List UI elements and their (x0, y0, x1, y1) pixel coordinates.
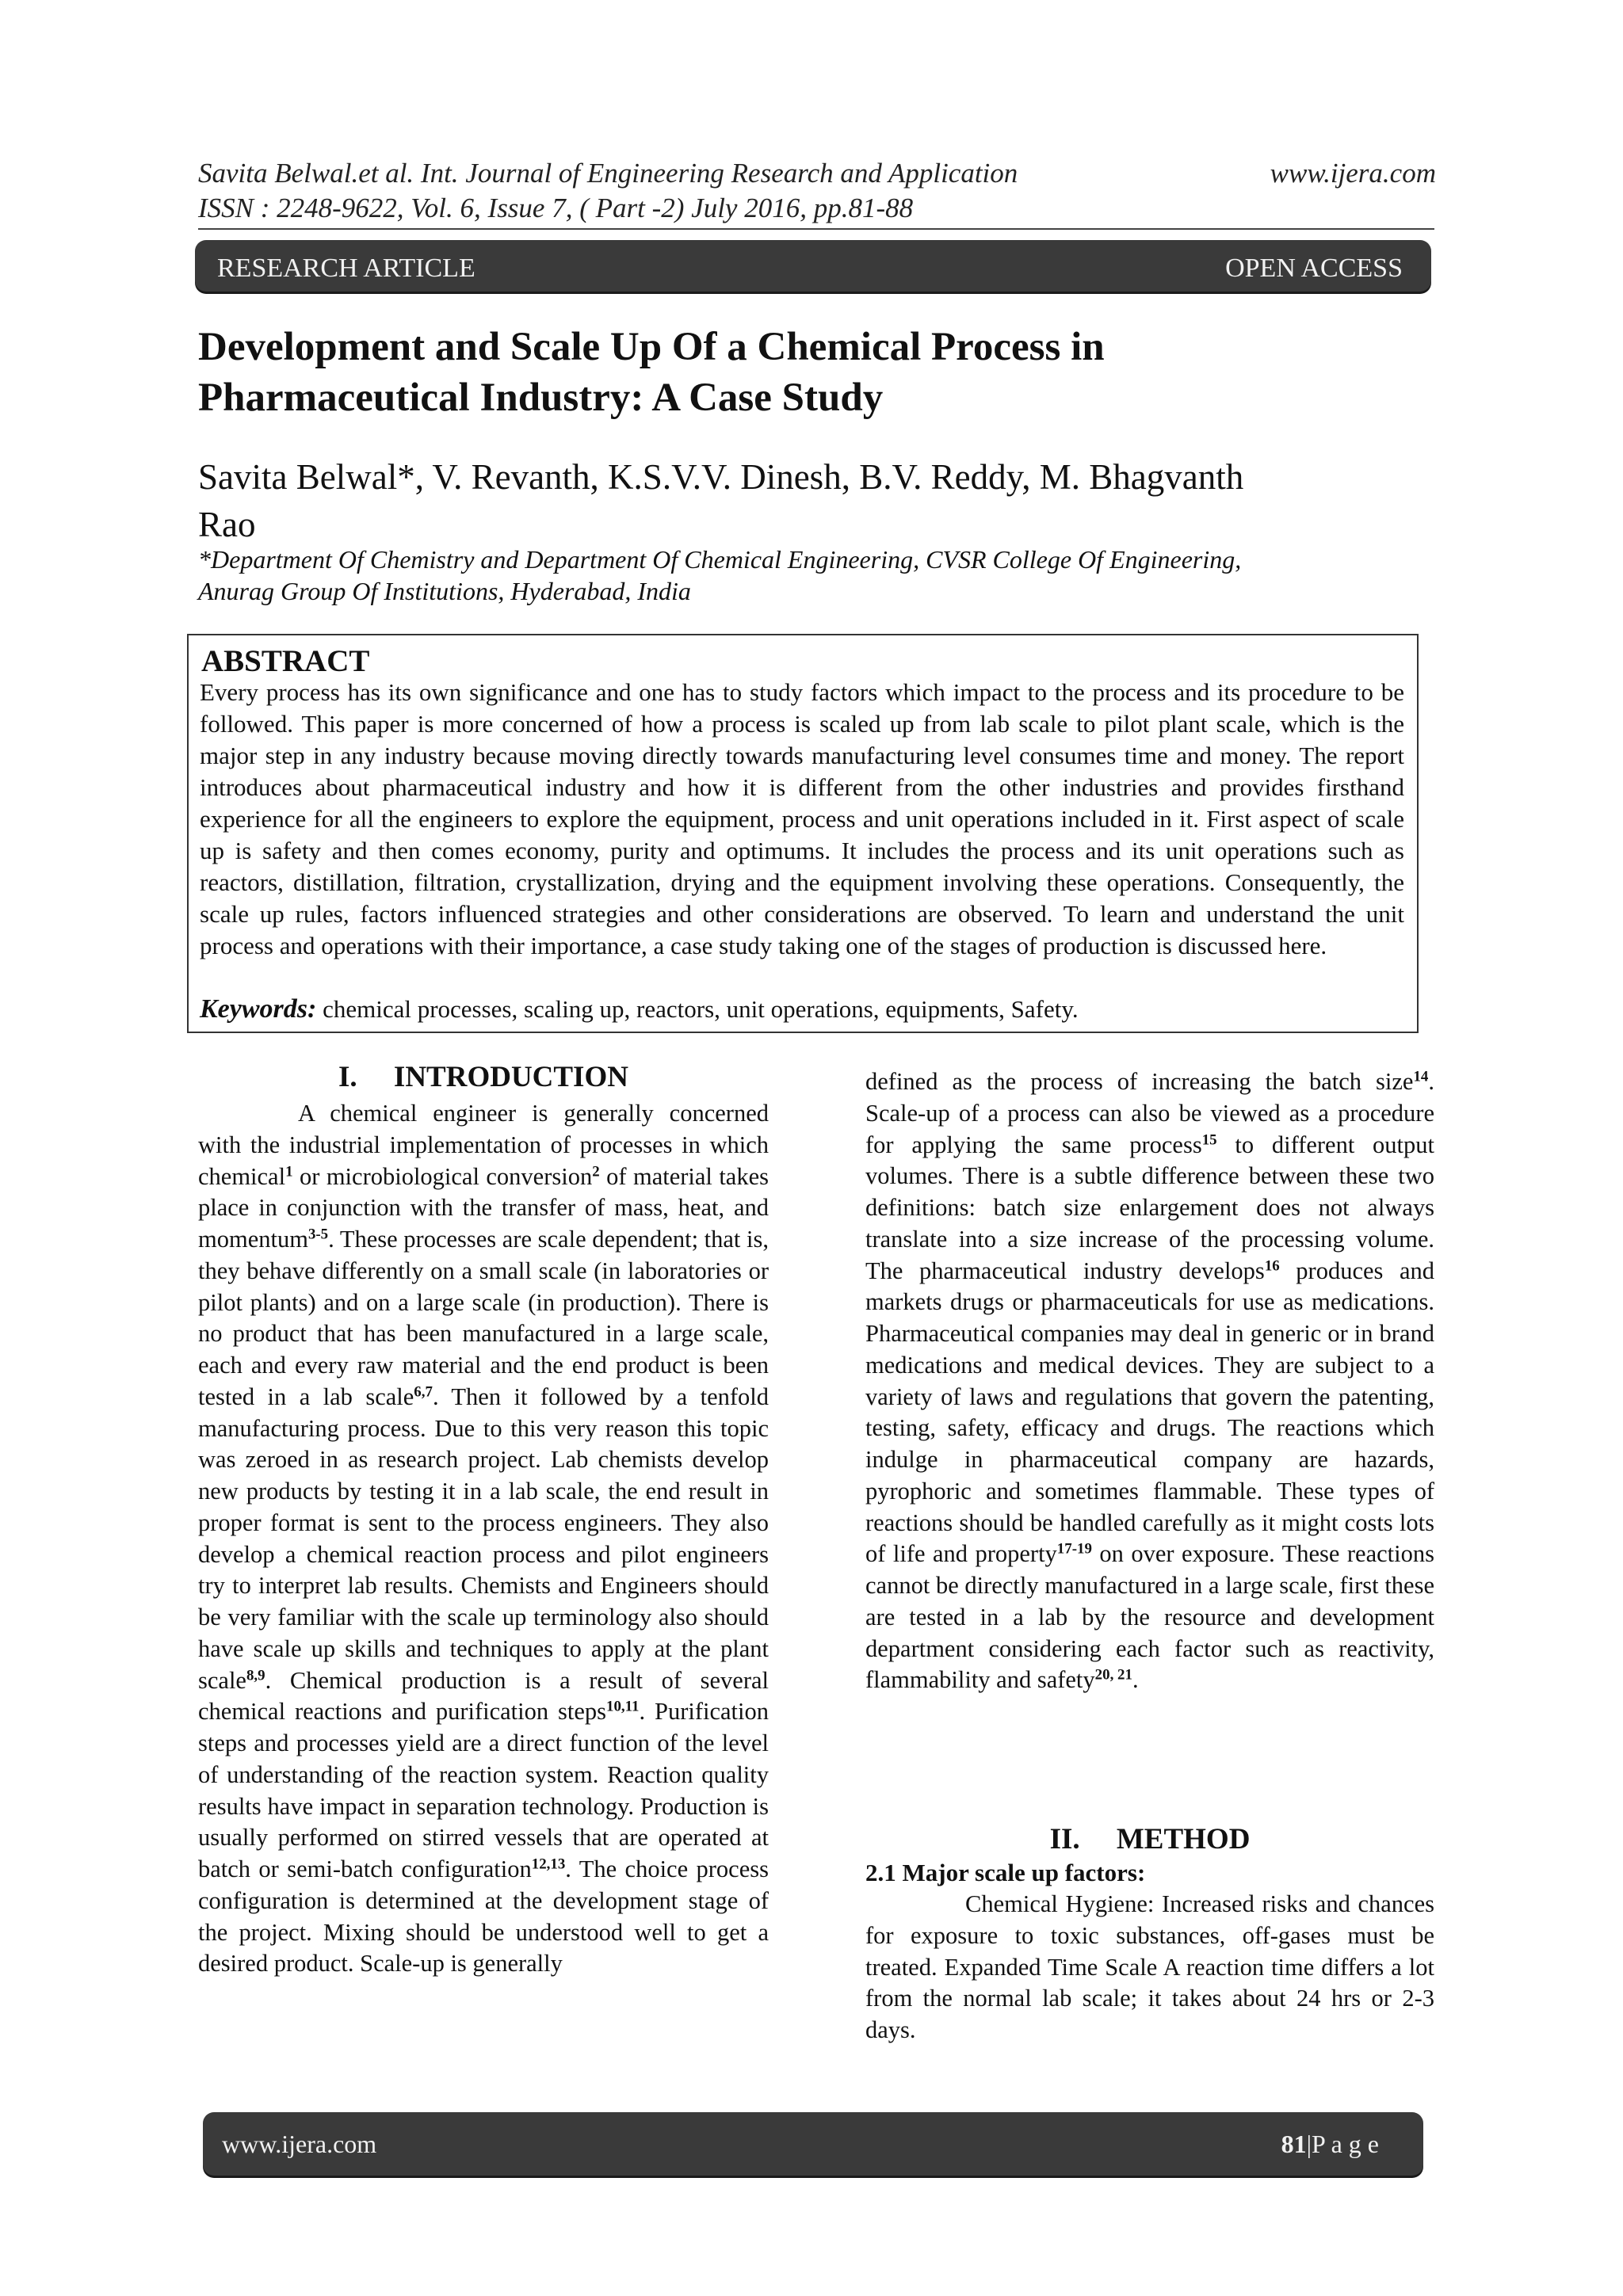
abstract-body: Every process has its own significance and one has to study factors which impact to the process and its procedure to be followed. This paper is more concerned of how a process is scaled up from lab scale to pilot plant scale, which is the major step in any industry because moving directly towards manufacturing level consumes time and money. The report introduces about pharmaceutical industry and how it is different from the other industries and provides firsthand experience for all the engineers to explore the equipment, process and unit operations included in it. First aspect of scale up is safety and then comes economy, purity and optimums. It includes the process and its unit operations such as reactors, distillation, filtration, crystallization, drying and the equipment involving these operations. Consequently, the scale up rules, factors influenced strategies and other considerations are observed. To learn and understand the unit process and operations with their importance, a case study taking one of the stages of production is discussed here. (200, 678, 1404, 959)
affiliation-line-2: Anurag Group Of Institutions, Hyderabad, India (198, 577, 691, 605)
introduction-number: I. (338, 1061, 357, 1093)
citation-ref: 14 (1413, 1068, 1429, 1085)
right-column-body (865, 1066, 1434, 1696)
paper-title-line-2: Pharmaceutical Industry: A Case Study (198, 376, 884, 420)
page-number-value: 81 (1281, 2130, 1307, 2158)
article-type-banner (195, 240, 1431, 292)
header-rule (198, 228, 1434, 230)
introduction-title: INTRODUCTION (393, 1061, 628, 1093)
right-column-paragraph: defined as the process of increasing the batch size$^{14}$. Scale-up of a process can also be viewed as a procedure for applying the same process$^{15}$ to different output volumes. There is a subtle difference between these two definitions: batch size enlargement does not always translate into a size increase of the processing volume. The pharmaceutical industry develops$^{16}$ produces and markets drugs or pharmaceuticals for use as medications. Pharmaceutical companies may deal in generic or in brand medications and medical devices. They are subject to a variety of laws and regulations that govern the patenting, testing, safety, efficacy and drugs. The reactions which indulge in pharmaceutical company are hazards, pyrophoric and sometimes flammable. These types of reactions should be handled carefully as it might costs lots of life and property$^{17-19}$ on over exposure. These reactions cannot be directly manufactured in a large scale, first these are tested in a lab by the resource and development department considering each factor such as reactivity, flammability and safety$^{20, 21}$. (865, 1068, 1435, 1694)
method-subheading: 2.1 Major scale up factors: (865, 1859, 1146, 1886)
method-number: II. (1049, 1823, 1080, 1855)
method-title: METHOD (1116, 1823, 1251, 1855)
page-number-label: |P a g e (1306, 2130, 1379, 2158)
citation-ref: 8,9 (246, 1667, 265, 1684)
paper-title-line-1: Development and Scale Up Of a Chemical Process in (198, 325, 1105, 369)
citation-ref: 12,13 (531, 1855, 566, 1873)
citation-ref: 17-19 (1056, 1540, 1092, 1558)
author-list-line-1: Savita Belwal*, V. Revanth, K.S.V.V. Dinesh, B.V. Reddy, M. Bhagvanth (198, 457, 1244, 497)
page-footer (203, 2112, 1423, 2176)
journal-citation-line-2: ISSN : 2248-9622, Vol. 6, Issue 7, ( Part -2) July 2016, pp.81-88 (198, 193, 914, 223)
method-paragraph: Chemical Hygiene: Increased risks and chances for exposure to toxic substances, off-gases must be treated. Expanded Time Scale A reaction time differs a lot from the normal lab scale; it takes about 24 hrs or 2-3 days. (865, 1890, 1434, 2043)
citation-ref: 1 (285, 1163, 293, 1180)
footer-website: www.ijera.com (222, 2130, 377, 2158)
citation-ref: 6,7 (414, 1383, 433, 1401)
affiliation (198, 543, 1241, 607)
citation-ref: 2 (592, 1163, 600, 1180)
author-list-line-2: Rao (198, 505, 256, 544)
journal-citation-line-1: Savita Belwal.et al. Int. Journal of Engineering Research and Application (198, 158, 1018, 189)
method-heading (865, 1822, 1434, 1856)
citation-ref: 15 (1201, 1131, 1217, 1149)
paper-title (198, 322, 1105, 423)
citation-ref: 10,11 (606, 1698, 640, 1715)
keywords-text: chemical processes, scaling up, reactors, unit operations, equipments, Safety. (316, 995, 1079, 1023)
keywords-label: Keywords: (200, 994, 317, 1024)
abstract-box (187, 634, 1419, 1033)
introduction-body (198, 1098, 769, 1980)
abstract-heading: ABSTRACT (201, 644, 370, 678)
keywords-line (200, 994, 1404, 1025)
citation-ref: 20, 21 (1094, 1666, 1132, 1684)
affiliation-line-1: *Department Of Chemistry and Department Of Chemical Engineering, CVSR College Of Engineering, (198, 545, 1242, 574)
open-access-label: OPEN ACCESS (1225, 254, 1403, 283)
research-article-label: RESEARCH ARTICLE (217, 254, 475, 283)
citation-ref: 16 (1264, 1257, 1280, 1275)
page-number (1281, 2130, 1379, 2159)
journal-website: www.ijera.com (1270, 158, 1436, 189)
method-body (865, 1889, 1434, 2046)
introduction-heading (198, 1060, 769, 1094)
author-list (198, 453, 1243, 548)
introduction-paragraph: A chemical engineer is generally concerned with the industrial implementation of processes in which chemical$^1$ or microbiological conversion$^2$ of material takes place in conjunction with the transfer of mass, heat, and momentum$^{3-5}$. These processes are scale dependent; that is, they behave differently on a small scale (in laboratories or pilot plants) and on a large scale (in production). There is no product that has been manufactured in a large scale, each and every raw material and the end product is been tested in a lab scale$^{6,7}$. Then it followed by a tenfold manufacturing process. Due to this very reason this topic was zeroed in as research project. Lab chemists develop new products by testing it in a lab scale, the end result in proper format is sent to the process engineers. They also develop a chemical reaction process and pilot engineers try to interpret lab results. Chemists and Engineers should be very familiar with the scale up terminology also should have scale up skills and techniques to apply at the plant scale$^{8,9}$. Chemical production is a result of several chemical reactions and purification steps$^{10,11}$. Purification steps and processes yield are a direct function of the level of understanding of the reaction system. Reaction quality results have impact in separation technology. Production is usually performed on stirred vessels that are operated at batch or semi-batch configuration$^{12,13}$. The choice process configuration is determined at the development stage of the project. Mixing should be understood well to get a desired product. Scale-up is generally (198, 1100, 769, 1978)
citation-ref: 3-5 (307, 1226, 329, 1243)
